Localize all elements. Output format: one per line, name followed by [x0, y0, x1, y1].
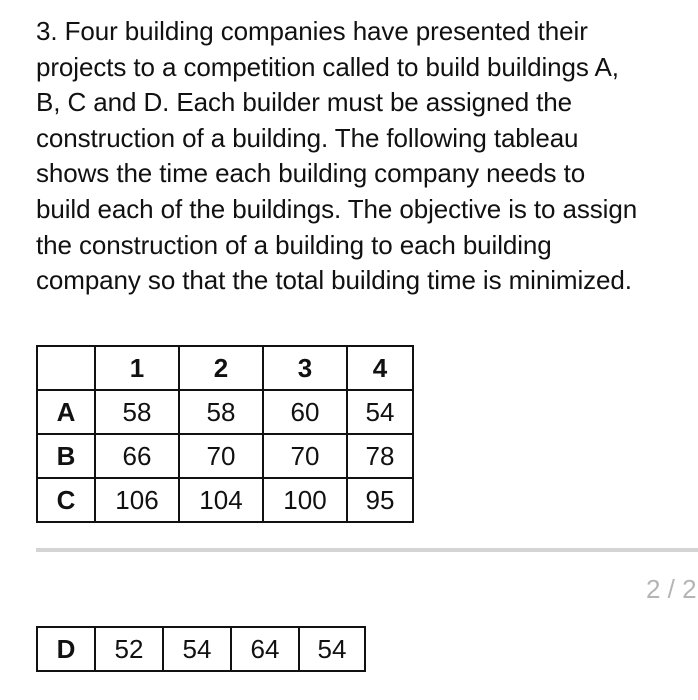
- table-cell: 64: [231, 627, 299, 671]
- problem-line: projects to a competition called to build buildings A,: [36, 51, 619, 82]
- page-indicator: 2 / 2: [646, 574, 697, 604]
- table-cell: 54: [299, 627, 365, 671]
- table-cell: 78: [347, 434, 413, 478]
- column-header: 1: [95, 346, 179, 390]
- problem-line: 3. Four building companies have presented their: [36, 16, 588, 46]
- table-cell: 104: [179, 478, 263, 522]
- table-cell: 95: [347, 478, 413, 522]
- table-cell: 52: [95, 627, 163, 671]
- column-header: 4: [347, 346, 413, 390]
- table-cell: 58: [179, 390, 263, 434]
- table-cell: 54: [347, 390, 413, 434]
- problem-line: the construction of a building to each building: [36, 229, 552, 260]
- column-header: 3: [263, 346, 347, 390]
- table-row: [37, 627, 365, 671]
- problem-line: B, C and D. Each builder must be assigned the: [36, 87, 573, 118]
- page-divider: [36, 548, 698, 552]
- row-header: D: [37, 627, 95, 671]
- column-header: 2: [179, 346, 263, 390]
- table-row: [37, 434, 413, 478]
- row-header: A: [37, 390, 95, 434]
- table-cell: 60: [263, 390, 347, 434]
- problem-line: company so that the total building time is minimized.: [36, 265, 632, 296]
- problem-line: build each of the buildings. The objective is to assign: [36, 193, 638, 224]
- row-header: C: [37, 478, 95, 522]
- problem-line: construction of a building. The following tableau: [36, 122, 579, 153]
- table-cell: 54: [163, 627, 231, 671]
- table-cell: 66: [95, 434, 179, 478]
- problem-line: shows the time each building company needs to: [36, 158, 586, 189]
- problem-statement: [36, 14, 698, 299]
- table-cell: 100: [263, 478, 347, 522]
- time-table: [36, 345, 414, 523]
- table-corner-cell: [37, 346, 95, 390]
- time-table-continued: [36, 626, 366, 672]
- table-cell: 58: [95, 390, 179, 434]
- table-row: [37, 390, 413, 434]
- table-cell: 70: [263, 434, 347, 478]
- table-header-row: [37, 346, 413, 390]
- table-cell: 70: [179, 434, 263, 478]
- table-cell: 106: [95, 478, 179, 522]
- row-header: B: [37, 434, 95, 478]
- table-row: [37, 478, 413, 522]
